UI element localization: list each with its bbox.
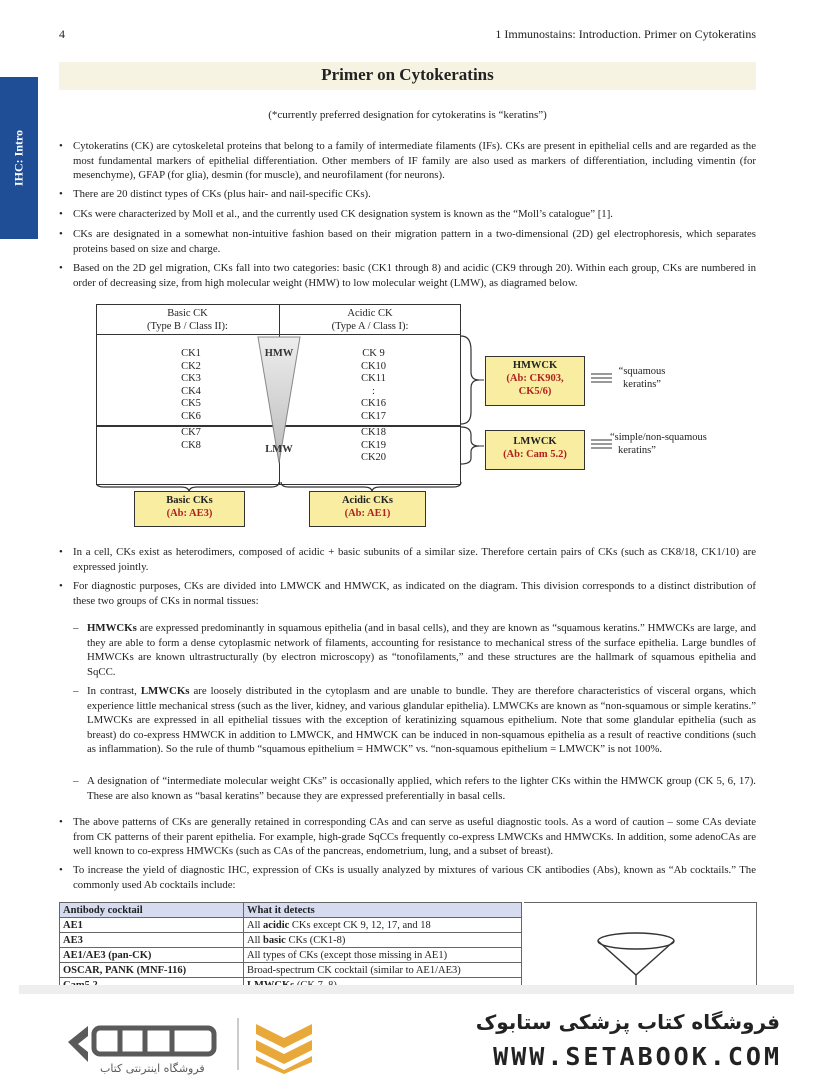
simple-keratins-label: “simple/non-squamous keratins”	[610, 432, 707, 456]
basic-lmw-list: CK7 CK8	[181, 427, 201, 451]
table-header-cocktail: Antibody cocktail	[60, 903, 244, 918]
side-tab-label: IHC: Intro	[11, 129, 26, 187]
table-row: OSCAR, PANK (MNF-116) Broad-spectrum CK cocktail (similar to AE1/AE3)	[60, 963, 522, 978]
bullet-item: • The above patterns of CKs are generally retained in corresponding CAs and can serve as useful diagnostic tools. As a word of caution – some CAs deviate from CK patterns of their parent epithelia. For example, high-grade SqCCs frequently co-express LMWCKs and HMWCKs. In addition, some adenoCAs are well known to co-express HMWCKs (such as CAs of the pancreas, endometrium, lung, and a subset of breast).	[59, 816, 756, 858]
table-row: AE1 All acidic CKs except CK 9, 12, 17, and 18	[60, 918, 522, 933]
hmwck-box: HMWCK (Ab: CK903, CK5/6)	[485, 356, 585, 406]
table-header-detects: What it detects	[244, 903, 522, 918]
hmw-label: HMW	[264, 348, 294, 359]
logo-subtitle: فروشگاه اینترنتی کتاب	[100, 1062, 205, 1075]
setabook-logo	[60, 1014, 320, 1076]
funnel-icon	[524, 903, 756, 995]
store-name: فروشگاه کتاب پزشکی ستابوک	[475, 1010, 780, 1034]
store-footer	[0, 994, 813, 1080]
bullet-item: • There are 20 distinct types of CKs (plus hair- and nail-specific CKs).	[59, 188, 371, 200]
bullet-item: • In a cell, CKs exist as heterodimers, composed of acidic + basic subunits of a similar size. Therefore certain pairs of CKs (such as CK8/18, CK1/10) are expressed jointly.	[59, 546, 756, 573]
squamous-keratins-label: “squamous keratins”	[618, 366, 666, 390]
antibody-cocktail-table	[59, 902, 522, 993]
lmw-label: LMW	[265, 444, 293, 455]
basic-ck-header: Basic CK (Type B / Class II):	[147, 308, 228, 332]
bullet-item: • CKs were characterized by Moll et al., and the currently used CK designation system is known as the “Moll’s catalogue” [1].	[59, 208, 613, 220]
acidic-cks-box: Acidic CKs (Ab: AE1)	[309, 491, 426, 527]
acidic-ck-header: Acidic CK (Type A / Class I):	[331, 308, 409, 332]
running-head: 1 Immunostains: Introduction. Primer on Cytokeratins	[495, 27, 756, 41]
lmwck-box: LMWCK (Ab: Cam 5.2)	[485, 430, 585, 470]
sub-item-hmwck: – HMWCKs are expressed predominantly in squamous epithelia (and in basal cells), and they are known as “squamous keratins.” HMWCKs are large, and they are able to form a dense cytoplasmic network of filaments, accounting for resistance to mechanical stress of the surface epithelia. Large bundles of HMWCKs are known ultrastructurally (by electron microscopy) as “tonofilaments,” and these structures are the hallmark of squamous epithelia and SqCC.	[73, 622, 756, 678]
bullet-item: • To increase the yield of diagnostic IHC, expression of CKs is usually analyzed by mixtures of various CK antibodies (Abs), known as “Ab cocktails.” The commonly used Ab cocktails include:	[59, 864, 756, 891]
acidic-lmw-list: CK18 CK19 CK20	[360, 427, 387, 464]
bullet-item: • CKs are designated in a somewhat non-intuitive fashion based on their migration pattern in a two-dimensional (2D) gel electrophoresis, which separates proteins based on size and charge.	[59, 228, 756, 255]
bullet-item: • Cytokeratins (CK) are cytoskeletal proteins that belong to a family of intermediate filaments (IFs). CKs are present in epithelial cells and are regarded as the most fundamental markers of epithelial differentiation. Other members of IF family are also used as markers of differentiation, including vimentin (for mesenchyme), GFAP (for glia), desmin (for muscle), and neurofilament (for neurons).	[59, 140, 756, 182]
table-row: AE1/AE3 (pan-CK) All types of CKs (except those missing in AE1)	[60, 948, 522, 963]
bullet-item: • For diagnostic purposes, CKs are divided into LMWCK and HMWCK, as indicated on the diagram. This division corresponds to a distinct distribution of these two groups of CKs in normal tissues:	[59, 580, 756, 607]
bullet-item: • Based on the 2D gel migration, CKs fall into two categories: basic (CK1 through 8) and acidic (CK9 through 20). Within each group, CKs are numbered in order of decreasing size, from high molecular weight (HMW) to low molecular weight (LMW), as diagramed below.	[59, 262, 756, 289]
side-tab	[0, 77, 38, 239]
store-url[interactable]: WWW.SETABOOK.COM	[493, 1042, 782, 1071]
basic-cks-box: Basic CKs (Ab: AE3)	[134, 491, 245, 527]
page-number: 4	[59, 27, 65, 41]
page-title: Primer on Cytokeratins	[321, 65, 494, 84]
acidic-hmw-list: CK 9 CK10 CK11 : CK16 CK17	[360, 348, 387, 422]
table-row: AE3 All basic CKs (CK1-8)	[60, 933, 522, 948]
basic-hmw-list: CK1 CK2 CK3 CK4 CK5 CK6	[181, 348, 201, 422]
subtitle: (*currently preferred designation for cytokeratins is “keratins”)	[268, 109, 547, 121]
sub-item-imwck: – A designation of “intermediate molecular weight CKs” is occasionally applied, which refers to the lighter CKs within the HMWCK group (CK 5, 6, 17). These are also known as “basal keratins” because they are expressed preferentially in basal cells.	[73, 775, 756, 802]
table-figure-panel	[524, 902, 757, 996]
sub-item-lmwck: – In contrast, LMWCKs are loosely distributed in the cytoplasm and are unable to bundle. They are therefore characteristics of visceral organs, which experience little mechanical stress (such as the liver, kidney, and various glandular epithelia). LMWCKs are known as “non-squamous or simple keratins.” LMWCKs are expressed in all epithelial tissues with the exception of keratinizing squamous epithelium. Note that some glandular epithelia (such as breast) do co-express HMWCK in addition to LMWCK, and HMWCK can be induced in non-squamous epithelia as a result of reactive conditions (such as inflammation). So the rule of thumb “squamous epithelium = HMWCK” vs. “non-squamous epithelium = LMWCK” is not 100%.	[73, 685, 756, 756]
